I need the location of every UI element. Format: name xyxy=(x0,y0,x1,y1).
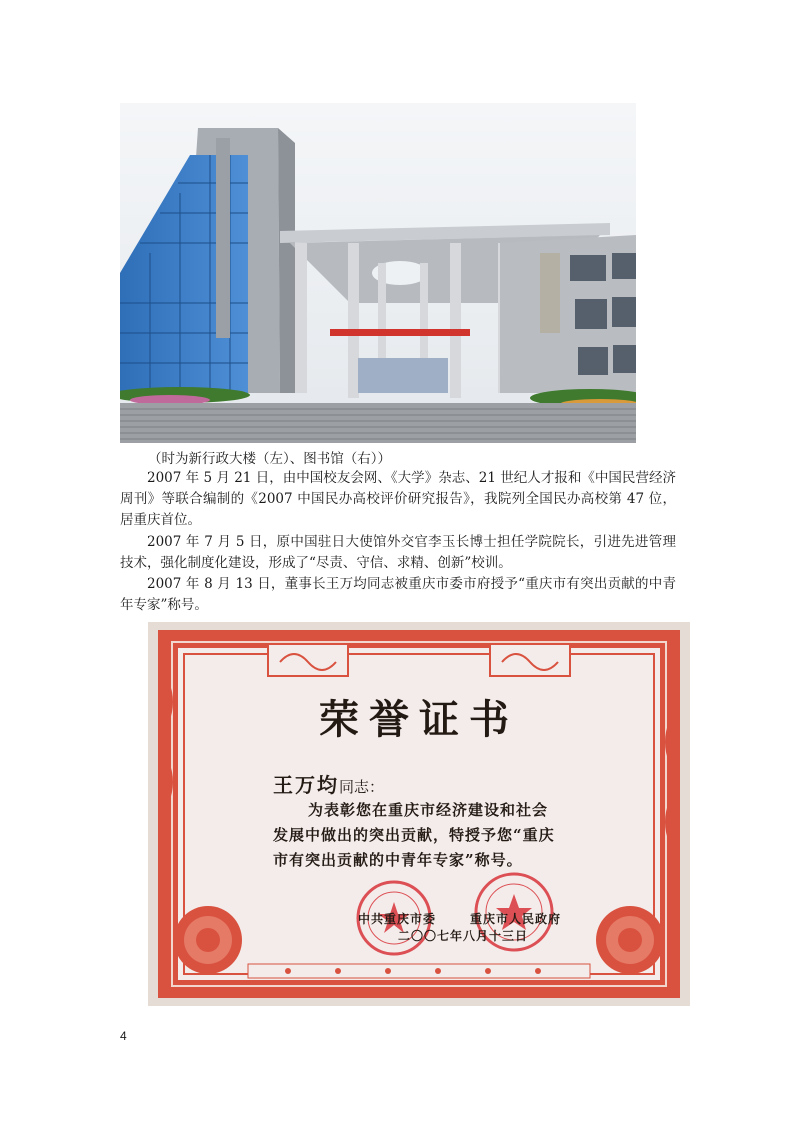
issuer-party-committee: 中共重庆市委 xyxy=(358,912,437,926)
certificate-date: 二〇〇七年八月十三日 xyxy=(398,929,529,943)
paragraph-ranking: 2007 年 5 月 21 日，由中国校友会网、《大学》杂志、21 世纪人才报和《中国民营经济周刊》等联合编制的《2007 中国民办高校评价研究报告》，我院列全国民办高校第 47 位，居重庆首位。 xyxy=(120,470,676,528)
recipient-suffix: 同志： xyxy=(339,778,385,796)
certificate-title: 荣誉证书 xyxy=(319,696,519,743)
honor-certificate xyxy=(148,622,690,1006)
page-number: 4 xyxy=(120,1029,127,1043)
certificate-line: 发展中做出的突出贡献，特授予您“重庆 xyxy=(273,826,555,844)
paragraph-president: 2007 年 7 月 5 日，原中国驻日大使馆外交官李玉长博士担任学院院长，引进先进管理技术，强化制度化建设，形成了“尽责、守信、求精、创新”校训。 xyxy=(120,534,676,571)
building-photo xyxy=(120,103,636,443)
certificate-recipient xyxy=(273,769,384,798)
recipient-name: 王万均 xyxy=(273,773,339,797)
paragraph-award: 2007 年 8 月 13 日，董事长王万均同志被重庆市委市府授予“重庆市有突出贡献的中青年专家”称号。 xyxy=(120,576,676,613)
certificate-line: 市有突出贡献的中青年专家”称号。 xyxy=(273,851,523,869)
photo-caption: （时为新行政大楼（左）、图书馆（右）） xyxy=(148,451,391,467)
issuer-government: 重庆市人民政府 xyxy=(470,912,562,926)
certificate-line: 为表彰您在重庆市经济建设和社会 xyxy=(308,801,549,819)
